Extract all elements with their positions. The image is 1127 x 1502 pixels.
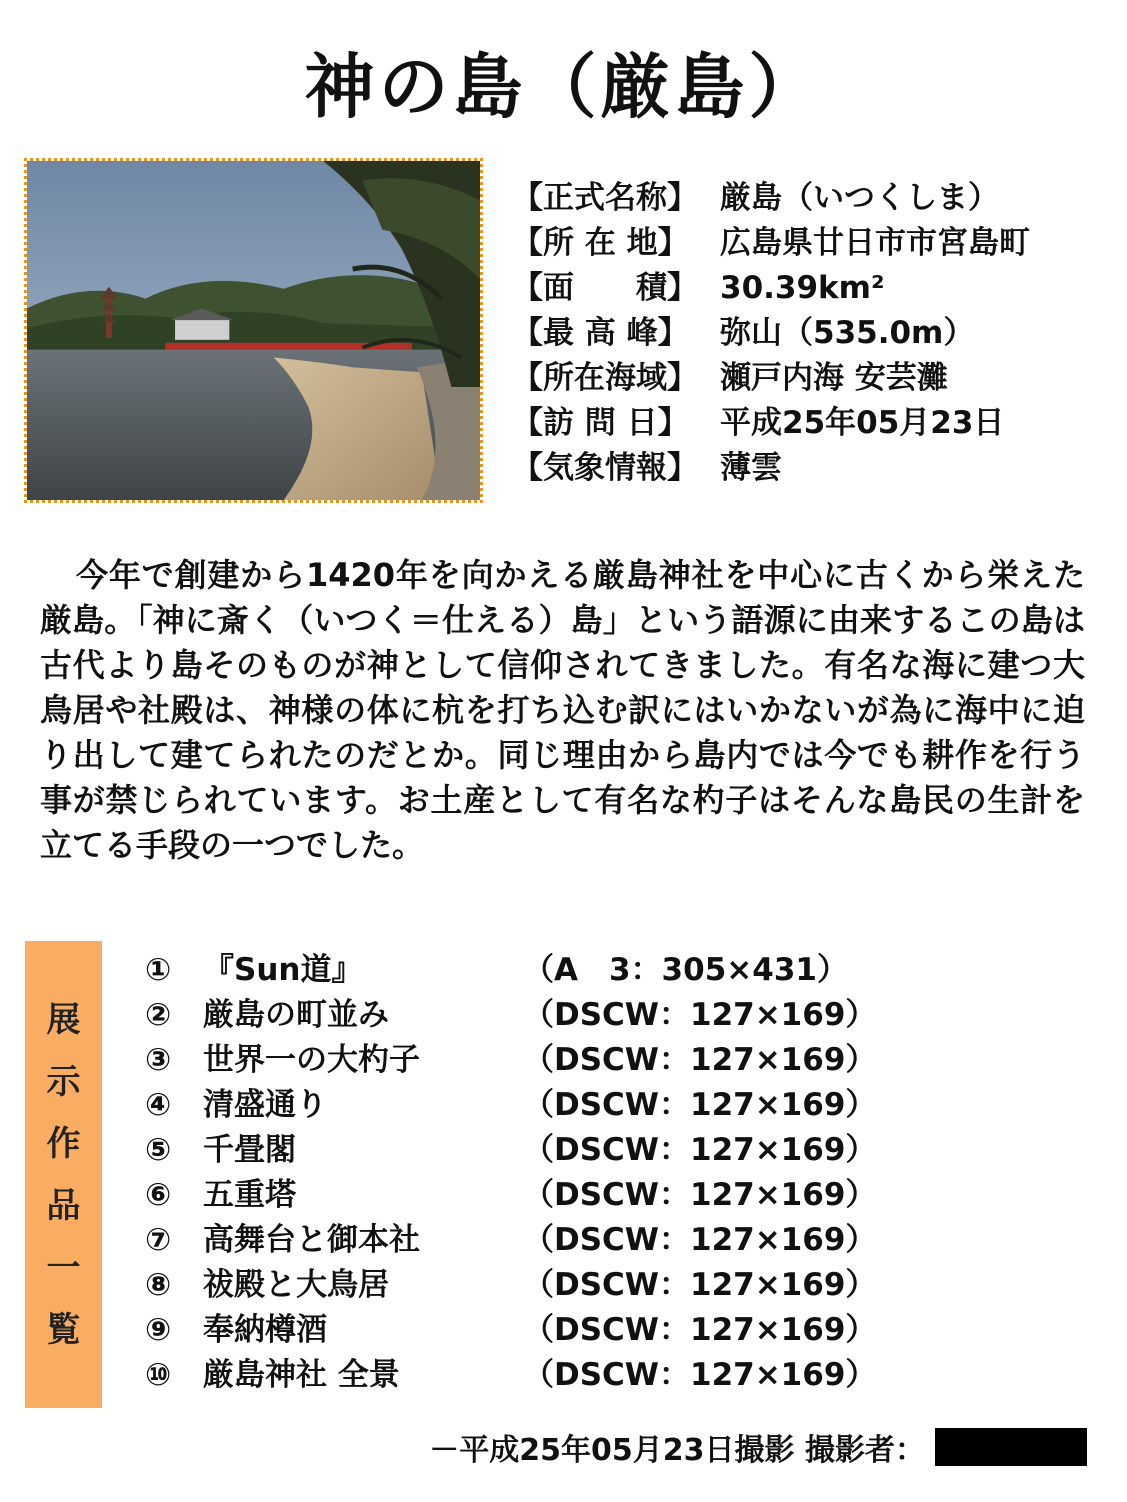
work-number: ⑧ bbox=[145, 1267, 172, 1303]
redacted-photographer-name bbox=[935, 1428, 1087, 1466]
sidebar-char: 一 bbox=[46, 1247, 81, 1288]
work-size: （DSCW：127×169） bbox=[523, 1042, 877, 1078]
info-value: 瀬戸内海 安芸灘 bbox=[720, 360, 948, 396]
work-number: ⑦ bbox=[145, 1222, 172, 1258]
info-row bbox=[512, 311, 1112, 356]
work-title: 五重塔 bbox=[203, 1177, 296, 1213]
info-row bbox=[512, 356, 1112, 401]
work-title: 千畳閣 bbox=[203, 1132, 296, 1168]
sidebar-char: 覧 bbox=[46, 1309, 81, 1350]
work-size: （A 3：305×431） bbox=[523, 952, 848, 988]
info-row bbox=[512, 446, 1112, 491]
work-number: ⑨ bbox=[145, 1312, 172, 1348]
work-item bbox=[145, 1353, 877, 1398]
work-number: ⑥ bbox=[145, 1177, 172, 1213]
work-size: （DSCW：127×169） bbox=[523, 1267, 877, 1303]
info-label: 【最 高 峰】 bbox=[512, 315, 689, 351]
info-label: 【正式名称】 bbox=[512, 180, 698, 216]
info-label: 【面 積】 bbox=[512, 270, 698, 306]
info-row bbox=[512, 401, 1112, 446]
work-number: ② bbox=[145, 997, 172, 1033]
work-number: ④ bbox=[145, 1087, 172, 1123]
work-item bbox=[145, 948, 865, 993]
info-row bbox=[512, 266, 1112, 311]
work-size: （DSCW：127×169） bbox=[523, 1222, 877, 1258]
work-item bbox=[145, 1263, 877, 1308]
work-size: （DSCW：127×169） bbox=[523, 1087, 877, 1123]
landscape-image bbox=[27, 161, 480, 500]
info-value: 弥山（535.0m） bbox=[720, 315, 975, 351]
work-size: （DSCW：127×169） bbox=[523, 997, 877, 1033]
island-info bbox=[512, 176, 1112, 491]
info-label: 【所在海域】 bbox=[512, 360, 698, 396]
sidebar-char: 示 bbox=[46, 1061, 81, 1102]
page-title: 神の島（厳島） bbox=[304, 46, 823, 128]
work-item bbox=[145, 1173, 877, 1218]
info-row bbox=[512, 221, 1112, 266]
work-item bbox=[145, 1308, 877, 1353]
work-title: 奉納樽酒 bbox=[203, 1312, 327, 1348]
work-title: 祓殿と大鳥居 bbox=[203, 1267, 389, 1303]
work-number: ③ bbox=[145, 1042, 172, 1078]
work-item bbox=[145, 993, 877, 1038]
info-label: 【所 在 地】 bbox=[512, 225, 689, 261]
itsukushima-photo bbox=[24, 158, 483, 503]
work-number: ⑤ bbox=[145, 1132, 172, 1168]
work-title: 高舞台と御本社 bbox=[203, 1222, 420, 1258]
work-title: 『Sun道』 bbox=[203, 952, 363, 988]
work-title: 厳島の町並み bbox=[203, 997, 389, 1033]
works-list bbox=[145, 948, 877, 1398]
info-value: 厳島（いつくしま） bbox=[720, 180, 999, 216]
exhibit-list-sidebar bbox=[25, 941, 102, 1408]
work-title: 厳島神社 全景 bbox=[203, 1357, 400, 1393]
work-item bbox=[145, 1083, 877, 1128]
work-number: ⑩ bbox=[145, 1357, 172, 1393]
work-item bbox=[145, 1128, 877, 1173]
info-value: 30.39km² bbox=[720, 270, 885, 306]
work-size: （DSCW：127×169） bbox=[523, 1357, 877, 1393]
info-value: 薄雲 bbox=[720, 450, 782, 486]
info-label: 【気象情報】 bbox=[512, 450, 698, 486]
description-paragraph: 今年で創建から1420年を向かえる厳島神社を中心に古くから栄えた厳島。「神に斎く（いつく＝仕える）島」という語源に由来するこの島は古代より島そのものが神として信仰されてきました。有名な海に建つ大鳥居や社殿は、神様の体に杭を打ち込む訳にはいかないが為に海中に迫り出して建てられたのだとか。同じ理由から島内では今でも耕作を行う事が禁じられています。お土産として有名な杓子はそんな島民の生計を立てる手段の一つでした。 bbox=[40, 556, 1085, 864]
photo-credit bbox=[429, 1426, 1087, 1468]
sidebar-char: 展 bbox=[46, 999, 81, 1040]
sidebar-char: 作 bbox=[46, 1123, 81, 1164]
work-title: 清盛通り bbox=[203, 1087, 327, 1123]
info-row bbox=[512, 176, 1112, 221]
work-title: 世界一の大杓子 bbox=[203, 1042, 420, 1078]
work-size: （DSCW：127×169） bbox=[523, 1312, 877, 1348]
sidebar-char: 品 bbox=[46, 1185, 81, 1226]
credit-text: －平成25年05月23日撮影 撮影者： bbox=[429, 1433, 925, 1468]
work-number: ① bbox=[145, 952, 172, 988]
work-item bbox=[145, 1218, 877, 1263]
work-size: （DSCW：127×169） bbox=[523, 1177, 877, 1213]
info-value: 平成25年05月23日 bbox=[720, 405, 1005, 441]
info-label: 【訪 問 日】 bbox=[512, 405, 689, 441]
work-item bbox=[145, 1038, 877, 1083]
info-value: 広島県廿日市市宮島町 bbox=[720, 225, 1030, 261]
work-size: （DSCW：127×169） bbox=[523, 1132, 877, 1168]
